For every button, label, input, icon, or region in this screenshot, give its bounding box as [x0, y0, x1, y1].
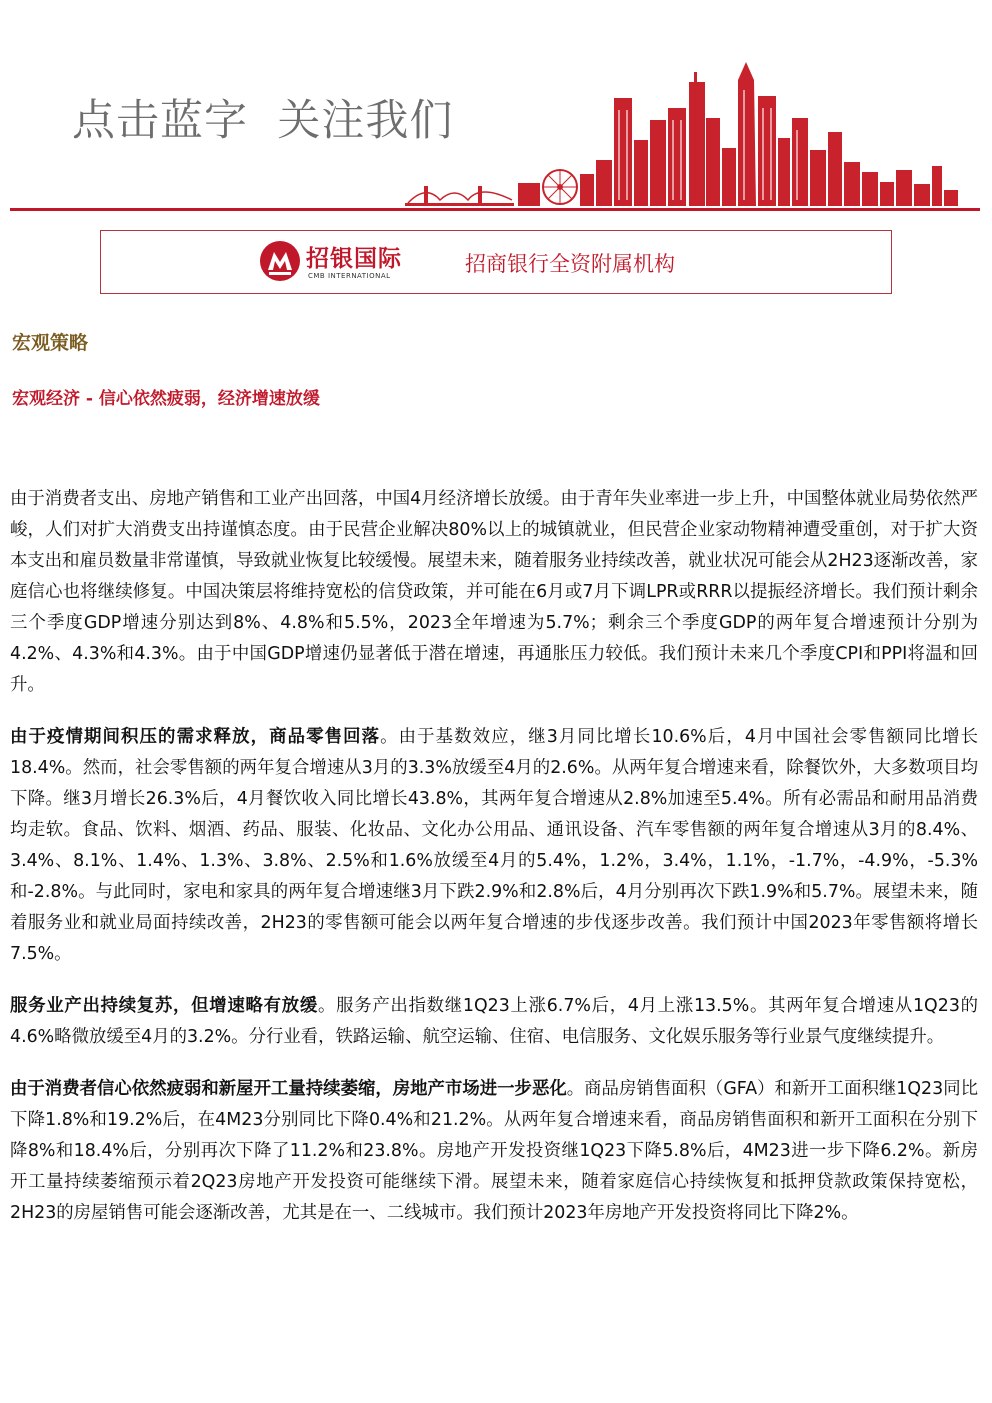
article-body: [10, 484, 978, 1250]
brand-strip: [100, 230, 892, 294]
paragraph-text: 。商品房销售面积（GFA）和新开工面积继1Q23同比下降1.8%和19.2%后，在4M23分别同比下降0.4%和21.2%。从两年复合增速来看，商品房销售面积和新开工面积在分别下降8%和18.4%后，分别再次下降了11.2%和23.8%。房地产开发投资继1Q23下降5.8%后，4M23进一步下降6.2%。新房开工量持续萎缩预示着2Q23房地产开发投资可能继续下滑。展望未来，随着家庭信心持续恢复和抵押贷款政策保持宽松，2H23的房屋销售可能会逐渐改善，尤其是在一、二线城市。我们预计2023年房地产开发投资将同比下降2%。: [10, 1079, 978, 1223]
paragraph-1: [10, 484, 978, 701]
header-divider: [10, 208, 980, 211]
paragraph-lead: 服务业产出持续复苏，但增速略有放缓: [10, 996, 318, 1016]
paragraph-4: [10, 1074, 978, 1229]
paragraph-3: [10, 991, 978, 1053]
article-headline: 宏观经济 - 信心依然疲弱，经济增速放缓: [12, 389, 320, 409]
cmb-logo-icon: [259, 240, 301, 282]
paragraph-text: 。服务产出指数继1Q23上涨6.7%后，4月上涨13.5%。其两年复合增速从1Q23的4.6%略微放缓至4月的3.2%。分行业看，铁路运输、航空运输、住宿、电信服务、文化娱乐服务等行业景气度继续提升。: [10, 996, 978, 1047]
brand-name-en: CMB INTERNATIONAL: [308, 272, 391, 280]
brand-name-cn: 招银国际: [306, 246, 402, 272]
paragraph-lead: 由于消费者信心依然疲弱和新屋开工量持续萎缩，房地产市场进一步恶化: [10, 1079, 567, 1099]
paragraph-text: 。由于基数效应，继3月同比增长10.6%后，4月中国社会零售额同比增长18.4%。然而，社会零售额的两年复合增速从3月的3.3%放缓至4月的2.6%。从两年复合增速来看，除餐饮外，大多数项目均下降。继3月增长26.3%后，4月餐饮收入同比增长43.8%，其两年复合增速从2.8%加速至5.4%。所有必需品和耐用品消费均走软。食品、饮料、烟酒、药品、服装、化妆品、文化办公用品、通讯设备、汽车零售额的两年复合增速从3月的8.4%、3.4%、8.1%、1.4%、1.3%、3.8%、2.5%和1.6%放缓至4月的5.4%，1.2%，3.4%，1.1%，-1.7%，-4.9%，-5.3%和-2.8%。与此同时，家电和家具的两年复合增速继3月下跌2.9%和2.8%后，4月分别再次下跌1.9%和5.7%。展望未来，随着服务业和就业局面持续改善，2H23的零售额可能会以两年复合增速的步伐逐步改善。我们预计中国2023年零售额将增长7.5%。: [10, 727, 978, 964]
brand-tagline: 招商银行全资附属机构: [465, 252, 675, 276]
follow-us-title[interactable]: 点击蓝字 关注我们: [72, 96, 454, 146]
paragraph-2: [10, 722, 978, 970]
section-title: 宏观策略: [12, 332, 89, 354]
paragraph-lead: 由于疫情期间积压的需求释放，商品零售回落: [10, 727, 381, 747]
paragraph-text: 由于消费者支出、房地产销售和工业产出回落，中国4月经济增长放缓。由于青年失业率进一步上升，中国整体就业局势依然严峻，人们对扩大消费支出持谨慎态度。由于民营企业解决80%以上的城镇就业，但民营企业家动物精神遭受重创，对于扩大资本支出和雇员数量非常谨慎，导致就业恢复比较缓慢。展望未来，随着服务业持续改善，就业状况可能会从2H23逐渐改善，家庭信心也将继续修复。中国决策层将维持宽松的信贷政策，并可能在6月或7月下调LPR或RRR以提振经济增长。我们预计剩余三个季度GDP增速分别达到8%、4.8%和5.5%，2023全年增速为5.7%；剩余三个季度GDP的两年复合增速预计分别为4.2%、4.3%和4.3%。由于中国GDP增速仍显著低于潜在增速，再通胀压力较低。我们预计未来几个季度CPI和PPI将温和回升。: [10, 489, 978, 695]
header-banner: [0, 0, 992, 215]
